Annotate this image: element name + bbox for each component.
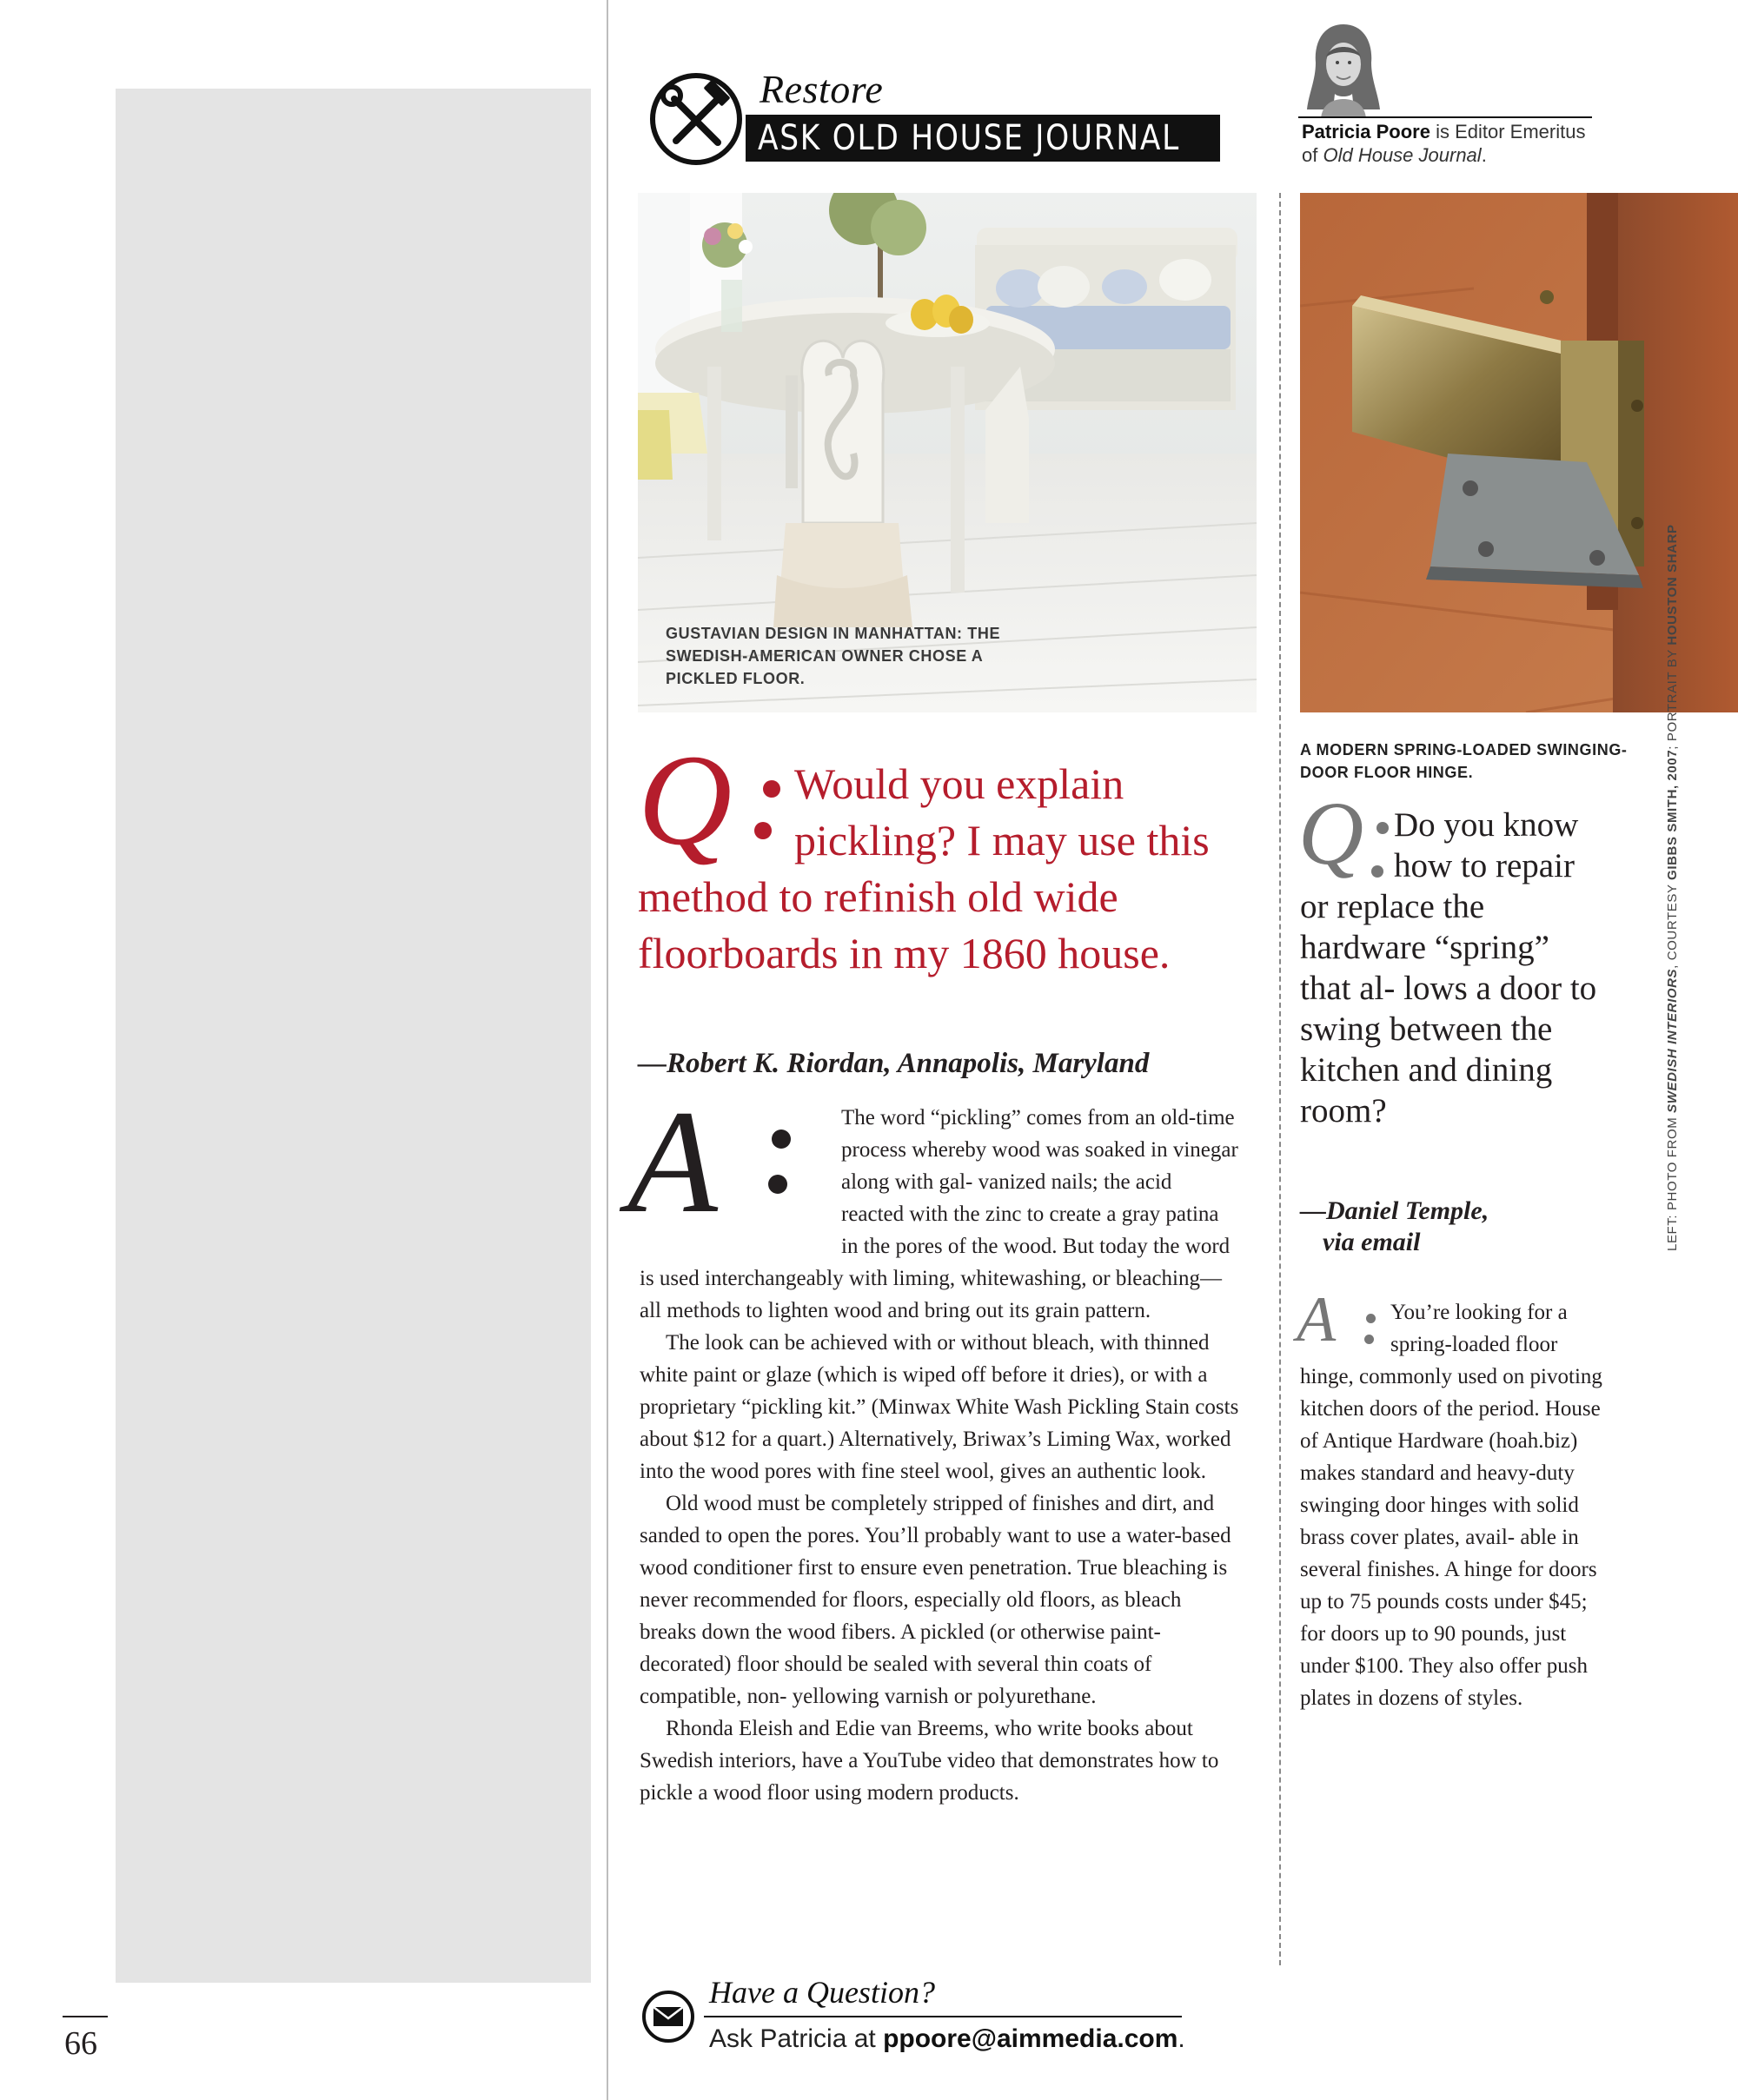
footer-kicker: Have a Question?: [709, 1975, 935, 2010]
q2-attribution-source: via email: [1323, 1228, 1421, 1256]
section-kicker: Restore: [760, 67, 884, 111]
author-name: Patricia Poore: [1302, 121, 1430, 142]
credit-photographer: HOUSTON SHARP: [1665, 524, 1680, 646]
contact-email-link[interactable]: ppoore@aimmedia.com: [883, 2024, 1178, 2053]
a1-paragraph: Old wood must be completely stripped of finishes and dirt, and sanded to open the pores. You’ll probably want to use a water-based wood conditioner first to ensure even penetration. True bleaching is never recommended for floors, especially old floors, as bleach breaks down the wood fibers. A pickled (or otherwise paint-decorated) floor should be sealed with several thin coats of compatible, non- yellowing varnish or polyurethane.: [640, 1492, 1231, 1708]
credit-book: SWEDISH INTERIORS: [1665, 968, 1680, 1113]
a1-answer-body: [640, 1102, 1239, 1809]
photo-caption-right: A MODERN SPRING-LOADED SWINGING-DOOR FLOOR HINGE.: [1300, 741, 1628, 781]
q2-attribution-name: —Daniel Temple,: [1300, 1196, 1489, 1225]
author-publication: Old House Journal: [1323, 144, 1482, 166]
advertisement-placeholder: [116, 89, 591, 1983]
q1-question-text: Would you explain pickling? I may use this method to refinish old wide floorboards in my 1860 house.: [638, 759, 1210, 977]
author-bio: [1302, 120, 1597, 167]
page-number: 66: [64, 2025, 97, 2062]
author-portrait: [1304, 19, 1383, 118]
photo-caption-left: GUSTAVIAN DESIGN IN MANHATTAN: THE SWEDISH-AMERICAN OWNER CHOSE A PICKLED FLOOR.: [666, 625, 1001, 687]
credit-text: LEFT: PHOTO FROM: [1665, 1112, 1680, 1251]
credit-text: ; PORTRAIT BY: [1665, 645, 1680, 750]
a2-answer-text: You’re looking for a spring-loaded floor hinge, commonly used on pivoting kitchen doors of the period. House of Antique Hardware (hoah.biz) makes standard and heavy-duty swinging door hinges with solid brass cover plates, avail- able in several finishes. A hinge for doors up to 75 pounds costs under $45; for doors up to 90 pounds, just under $100. They also offer push plates in dozens of styles.: [1300, 1301, 1602, 1710]
a1-paragraph: Rhonda Eleish and Edie van Breems, who write books about Swedish interiors, have a YouTube video that demonstrates how to pickle a wood floor using modern products.: [640, 1717, 1219, 1805]
page-gutter-rule: [607, 0, 608, 2100]
a1-paragraph: The word “pickling” comes from an old-time process whereby wood was soaked in vinegar along with gal- vanized nails; the acid reacted with the zinc to create a gray patina in the pores of the wood. But today the word is used interchangeably with liming, whitewashing, or bleaching—all methods to lighten wood and bring out its grain pattern.: [640, 1106, 1238, 1322]
q1-attribution: —Robert K. Riordan, Annapolis, Maryland: [638, 1048, 1150, 1079]
envelope-icon: [641, 1990, 695, 2044]
column-title: ASK OLD HOUSE JOURNAL: [758, 118, 1181, 158]
q2-attribution: [1300, 1196, 1578, 1258]
q1-question: [638, 756, 1264, 982]
credit-source: GIBBS SMITH, 2007: [1665, 749, 1680, 880]
credit-text: , COURTESY: [1665, 879, 1680, 969]
author-rule: [1298, 116, 1592, 118]
footer-contact-end: .: [1177, 2024, 1185, 2053]
page-number-rule: [63, 2016, 108, 2017]
column-divider: [1279, 193, 1281, 1965]
q2-drop-letter: Q: [1298, 784, 1364, 884]
footer-contact-line: [709, 2024, 1185, 2054]
footer-rule: [704, 2016, 1182, 2017]
q2-question: [1300, 805, 1604, 1131]
author-bio-end: .: [1481, 144, 1487, 166]
photo-credit: [1665, 524, 1680, 1251]
a1-drop-letter: A: [627, 1080, 718, 1243]
hammer-wrench-icon: [648, 71, 744, 167]
a1-paragraph: The look can be achieved with or without bleach, with thinned white paint or glaze (which is wiped off before it dries), or with a proprietary “pickling kit.” (Minwax White Wash Pickling Stain costs about $12 for a quart.) Alternatively, Briwax’s Liming Wax, worked into the wood pores with fine steel wool, gives an authentic look.: [640, 1331, 1239, 1483]
a2-drop-letter: A: [1297, 1284, 1337, 1355]
footer-contact-text: Ask Patricia at: [709, 2024, 884, 2053]
q2-question-text: Do you know how to repair or replace the hardware “spring” that al- lows a door to swing between the kitchen and dining room?: [1300, 806, 1597, 1129]
a2-answer-body: [1300, 1296, 1604, 1714]
author-bio-text: is Editor Emeritus of: [1302, 121, 1586, 166]
q1-drop-letter: Q: [638, 728, 733, 872]
